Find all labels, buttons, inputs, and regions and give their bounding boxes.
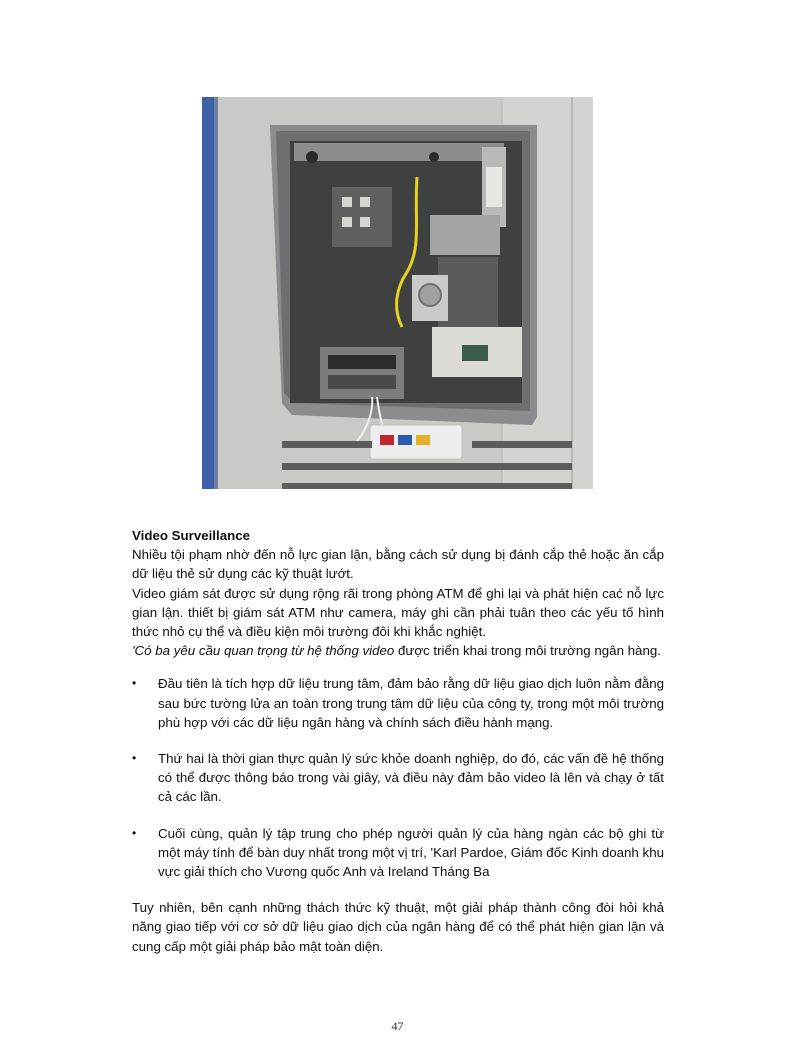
document-body — [132, 526, 664, 956]
bullet-icon: • — [132, 751, 137, 766]
bullet-list — [132, 674, 664, 881]
list-item-text: Đầu tiên là tích hợp dữ liệu trung tâm, đảm bảo rằng dữ liệu giao dịch luôn nằm đằng sau bức tường lửa an toàn trong trung tâm dữ liệu của công ty, trong một môi trường phù hợp với các dữ liệu ngân hàng và chính sách điều hành mạng. — [158, 676, 664, 730]
paragraph-3 — [132, 641, 664, 660]
atm-photo-svg — [202, 97, 593, 489]
closing-paragraph: Tuy nhiên, bên cạnh những thách thức kỹ thuật, một giải pháp thành công đòi hỏi khả năng giao tiếp với cơ sở dữ liệu giao dịch của ngân hàng để có thể phát hiện gian lận và cung cấp một giải pháp bảo mật toàn diện. — [132, 900, 664, 954]
page-number: 47 — [391, 1019, 404, 1033]
bullet-icon: • — [132, 676, 137, 691]
paragraph-3-rest: được triển khai trong môi trường ngân hàng. — [394, 643, 661, 659]
list-item-text: Thứ hai là thời gian thực quản lý sức khỏe doanh nghiệp, do đó, các vấn đề hệ thống có thể được thông báo trong vài giây, và điều này đảm bảo video là lên và chạy ở tất cả các lần. — [158, 751, 664, 805]
bullet-icon: • — [132, 825, 137, 840]
paragraph-1: Nhiều tội phạm nhờ đến nỗ lực gian lận, bằng cách sử dụng bị đánh cắp thẻ hoặc ăn cắp dữ liệu thẻ sử dụng các kỹ thuật lướt. — [132, 547, 664, 582]
paragraph-3-italic: 'Có ba yêu cầu quan trọng từ hệ thống video — [132, 643, 395, 659]
paragraph-2: Video giám sát được sử dụng rộng rãi trong phòng ATM để ghi lại và phát hiện cać nỗ lực gian lận. thiết bị giám sát ATM như camera, máy ghi cần phải tuân theo các yếu tố hình thức nhỏ cụ thể và điều kiện môi trường đôi khi khắc nghiệt. — [132, 585, 664, 640]
section-heading: Video Surveillance — [132, 528, 251, 543]
list-item — [132, 824, 664, 882]
list-item — [132, 674, 664, 732]
atm-interior-photo — [202, 97, 593, 489]
list-item — [132, 749, 664, 807]
list-item-text: Cuối cùng, quản lý tập trung cho phép người quản lý của hàng ngàn các bộ ghi từ một máy tính để bàn duy nhất trong một vị trí, 'Karl Pardoe, Giám đốc Kinh doanh khu vực giải thích cho Vương quốc Anh và Ireland Tháng Ba — [158, 825, 664, 880]
